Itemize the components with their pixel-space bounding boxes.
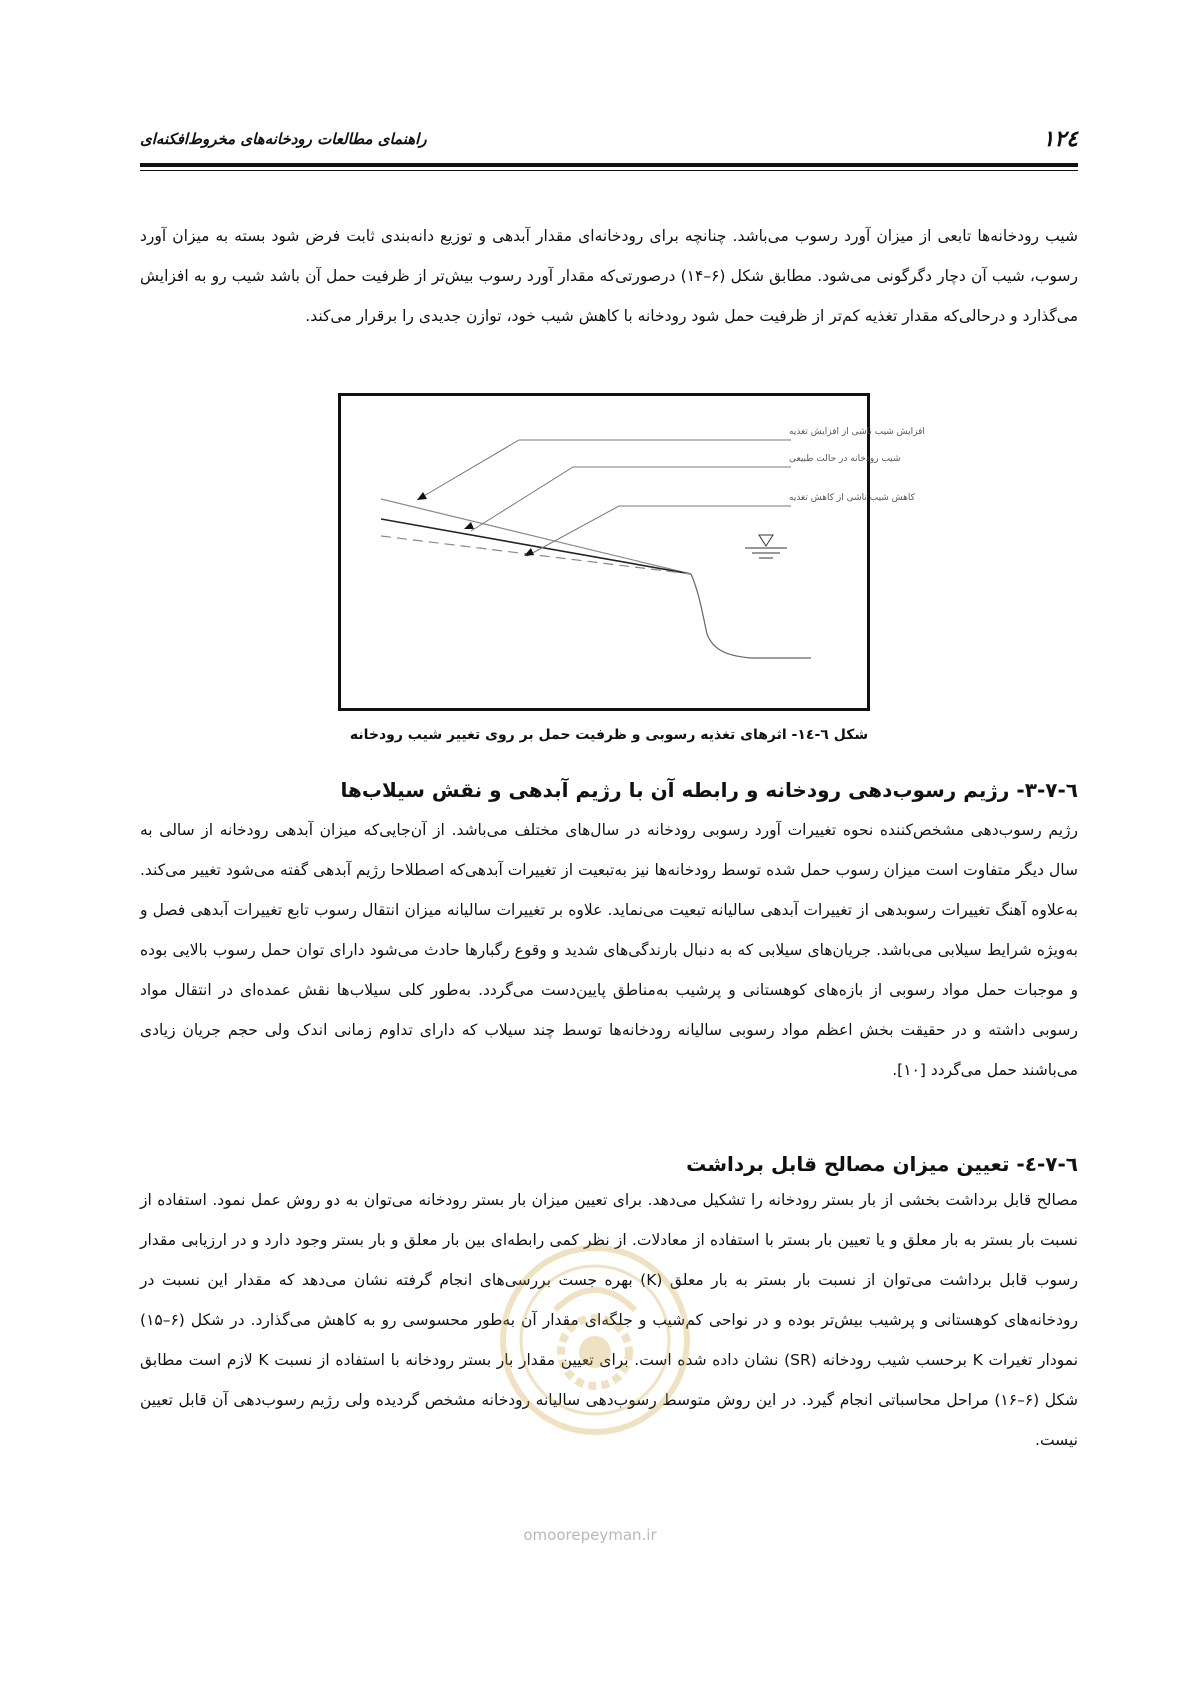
page-number: ۱۲٤ bbox=[1042, 126, 1078, 152]
increase-slope-line bbox=[381, 499, 691, 574]
section-heading-6-7-3: ٦-٧-٣- رژیم رسوب‌دهی رودخانه و رابطه آن با رژیم آبدهی و نقش سیلاب‌ها bbox=[340, 778, 1078, 802]
section-heading-6-7-4: ٦-٧-٤- تعیین میزان مصالح قابل برداشت bbox=[686, 1152, 1078, 1176]
label-increase: افزایش شیب ناشی از افزایش تغذیه bbox=[789, 427, 925, 437]
header-rule-thin bbox=[140, 170, 1078, 171]
label-natural: شیب رودخانه در حالت طبیعی bbox=[789, 454, 901, 464]
leader-natural bbox=[471, 467, 791, 531]
natural-slope-line bbox=[381, 519, 691, 574]
arrow-decrease bbox=[524, 548, 534, 556]
river-bank-profile bbox=[691, 574, 811, 658]
header-rule bbox=[140, 163, 1078, 167]
arrow-increase bbox=[417, 492, 427, 500]
page-header bbox=[140, 126, 1078, 156]
intro-paragraph: شیب رودخانه‌ها تابعی از میزان آورد رسوب می‌باشد. چنانچه برای رودخانه‌ای مقدار آبدهی و توزیع دانه‌بندی ثابت فرض شود بسته به میزان آورد رسوب، شیب آن دچار دگرگونی می‌شود. مطابق شکل (۶–۱۴) درصورتی‌که مقدار آورد رسوب بیش‌تر از ظرفیت حمل آن باشد شیب رو به افزایش می‌گذارد و درحالی‌که مقدار تغذیه کم‌تر از ظرفیت حمل شود رودخانه با کاهش شیب خود، توازن جدیدی را برقرار می‌کند. bbox=[140, 227, 1078, 325]
water-level-symbol bbox=[759, 535, 773, 546]
watermark-text: omoorepeyman.ir bbox=[523, 1526, 657, 1544]
decrease-slope-line bbox=[381, 536, 691, 574]
figure-6-14 bbox=[338, 393, 925, 711]
section-3-paragraph: رژیم رسوب‌دهی مشخص‌کننده نحوه تغییرات آورد رسوبی رودخانه در سال‌های مختلف می‌باشد. از آن‌جایی‌که میزان آبدهی رودخانه از سالی به سال دیگر متفاوت است میزان رسوب حمل شده توسط رودخانه‌ها نیز به‌تبعیت از تغییرات آبدهی‌که اصطلاحا رژیم آبدهی گفته می‌شود تغییر می‌کند. به‌علاوه آهنگ تغییرات رسوبدهی از تغییرات آبدهی سالیانه تبعیت می‌نماید. علاوه بر تغییرات سالیانه میزان انتقال رسوب تابع تغییرات آبدهی فصل و به‌ویژه شرایط سیلابی می‌باشد. جریان‌های سیلابی که به دنبال بارندگی‌های شدید و وقوع رگبارها حادث می‌شود دارای توان حمل رسوب بالایی بوده و موجبات حمل مواد رسوبی از بازه‌های کوهستانی و پرشیب به‌مناطق پایین‌دست می‌گردد. به‌طور کلی سیلاب‌ها نقش عمده‌ای در انتقال مواد رسوبی داشته و در حقیقت بخش اعظم مواد رسوبی سالیانه رودخانه‌ها توسط چند سیلاب که دارای تداوم زمانی اندک ولی حجم جریان زیادی می‌باشند حمل می‌گردد [۱۰]. bbox=[140, 821, 1078, 1079]
arrow-natural bbox=[464, 522, 474, 529]
slope-diagram bbox=[341, 396, 925, 708]
running-title: راهنمای مطالعات رودخانه‌های مخروط‌افکنه‌ای bbox=[140, 130, 427, 148]
figure-caption: شکل ٦-١٤- اثرهای تغذیه رسوبی و ظرفیت حمل بر روی تغییر شیب رودخانه bbox=[349, 727, 869, 743]
section-4-paragraph: مصالح قابل برداشت بخشی از بار بستر رودخانه را تشکیل می‌دهد. برای تعیین میزان بار بستر رودخانه می‌توان به دو روش عمل نمود. استفاده از نسبت بار بستر به بار معلق و یا تعیین بار بستر با استفاده از معادلات. از نظر کمی رابطه‌ای بین بار معلق و بار بستر وجود دارد و در ارزیابی مقدار رسوب قابل برداشت می‌توان از نسبت بار بستر به بار معلق (K) بهره جست بررسی‌های انجام گرفته نشان می‌دهد که مقدار این نسبت در رودخانه‌های کوهستانی و پرشیب بیش‌تر بوده و در نواحی کم‌شیب و جلگه‌ای مقدار آن به‌طور محسوسی رو به کاهش می‌گذارد. در شکل (۶–۱۵) نمودار تغیرات K برحسب شیب رودخانه (SR) نشان داده شده است. برای تعیین مقدار بار بستر رودخانه با استفاده از نسبت K لازم است مطابق شکل (۶–۱۶) مراحل محاسباتی انجام گیرد. در این روش متوسط رسوب‌دهی سالیانه رودخانه مشخص گردیده ولی رژیم رسوب‌دهی آن قابل تعیین نیست. bbox=[140, 1191, 1079, 1449]
leader-increase bbox=[417, 440, 791, 500]
watermark-seal-logo bbox=[495, 1240, 695, 1440]
label-decrease: کاهش شیب ناشی از کاهش تغذیه bbox=[789, 493, 915, 503]
